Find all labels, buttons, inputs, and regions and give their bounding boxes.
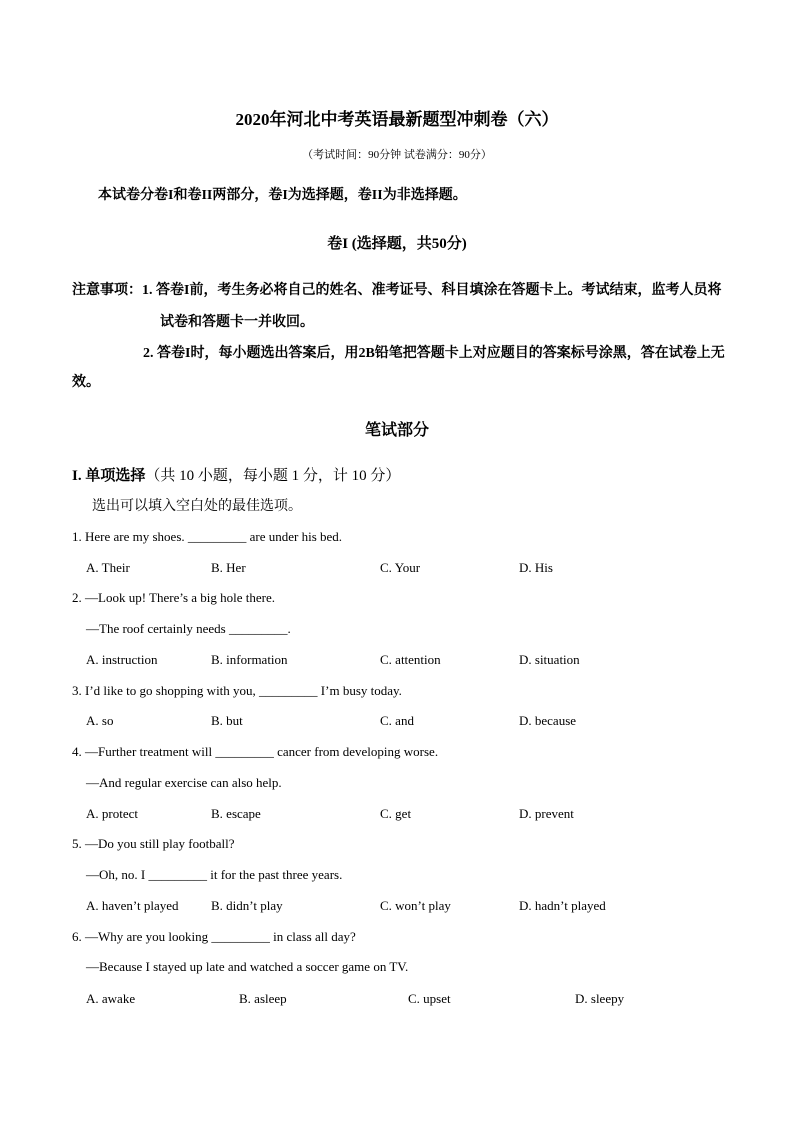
exam-intro: 本试卷分卷I和卷II两部分，卷I为选择题，卷II为非选择题。 xyxy=(98,188,467,203)
notice-2b: 效。 xyxy=(72,375,100,390)
q6-option-c: C. upset xyxy=(408,991,451,1006)
q3-option-d: D. because xyxy=(519,713,577,728)
q1-option-d: D. His xyxy=(519,560,553,575)
q5-option-a: A. haven’t played xyxy=(86,898,179,913)
notice-line-1 xyxy=(72,279,721,299)
question-2-stem: 2. —Look up! There’s a big hole there. xyxy=(72,590,276,605)
exam-subtitle: （考试时间：90分钟 试卷满分：90分） xyxy=(302,149,492,161)
notice-1a: 1. 答卷I前，考生务必将自己的姓名、准考证号、科目填涂在答题卡上。考试结束，监考人员将 xyxy=(142,283,722,298)
question-6-line2: —Because I stayed up late and watched a soccer game on TV. xyxy=(86,959,409,974)
part1-name: 单项选择 xyxy=(85,468,146,484)
q2-option-d: D. situation xyxy=(519,652,580,667)
q4-option-a: A. protect xyxy=(86,806,138,821)
q4-option-c: C. get xyxy=(380,806,412,821)
q6-option-a: A. awake xyxy=(86,991,136,1006)
q2-option-a: A. instruction xyxy=(86,652,158,667)
question-4-stem: 4. —Further treatment will _________ cancer from developing worse. xyxy=(72,744,439,759)
written-heading: 笔试部分 xyxy=(364,422,429,439)
q2-option-c: C. attention xyxy=(380,652,441,667)
part1-instruction: 选出可以填入空白处的最佳选项。 xyxy=(92,499,302,514)
q6-option-d: D. sleepy xyxy=(575,991,625,1006)
q4-option-d: D. prevent xyxy=(519,806,574,821)
question-5-stem: 5. —Do you still play football? xyxy=(72,836,235,851)
q1-option-b: B. Her xyxy=(211,560,246,575)
question-1-stem: 1. Here are my shoes. _________ are under his bed. xyxy=(72,529,343,544)
q5-option-d: D. hadn’t played xyxy=(519,898,606,913)
q3-option-b: B. but xyxy=(211,713,243,728)
q5-option-c: C. won’t play xyxy=(380,898,451,913)
question-5-line2: —Oh, no. I _________ it for the past three years. xyxy=(86,867,343,882)
notice-1b: 试卷和答题卡一并收回。 xyxy=(160,315,314,330)
q3-option-c: C. and xyxy=(380,713,414,728)
section1-title: 卷I (选择题，共50分) xyxy=(327,236,467,252)
question-6-stem: 6. —Why are you looking _________ in class all day? xyxy=(72,929,356,944)
q1-option-c: C. Your xyxy=(380,560,421,575)
q1-option-a: A. Their xyxy=(86,560,130,575)
part1-desc: （共 10 小题，每小题 1 分，计 10 分） xyxy=(145,468,401,484)
exam-title: 2020年河北中考英语最新题型冲刺卷（六） xyxy=(235,110,559,129)
notice-label: 注意事项： xyxy=(72,283,142,298)
q6-option-b: B. asleep xyxy=(239,991,287,1006)
question-4-line2: —And regular exercise can also help. xyxy=(86,775,282,790)
part1-header xyxy=(72,464,400,485)
q4-option-b: B. escape xyxy=(211,806,261,821)
q2-option-b: B. information xyxy=(211,652,288,667)
notice-2a: 2. 答卷I时，每小题选出答案后，用2B铅笔把答题卡上对应题目的答案标号涂黑，答在试卷上无 xyxy=(143,346,725,361)
q5-option-b: B. didn’t play xyxy=(211,898,283,913)
question-2-line2: —The roof certainly needs _________. xyxy=(86,621,291,636)
q3-option-a: A. so xyxy=(86,713,114,728)
question-3-stem: 3. I’d like to go shopping with you, _________ I’m busy today. xyxy=(72,683,402,698)
part1-num: I. xyxy=(72,468,82,484)
